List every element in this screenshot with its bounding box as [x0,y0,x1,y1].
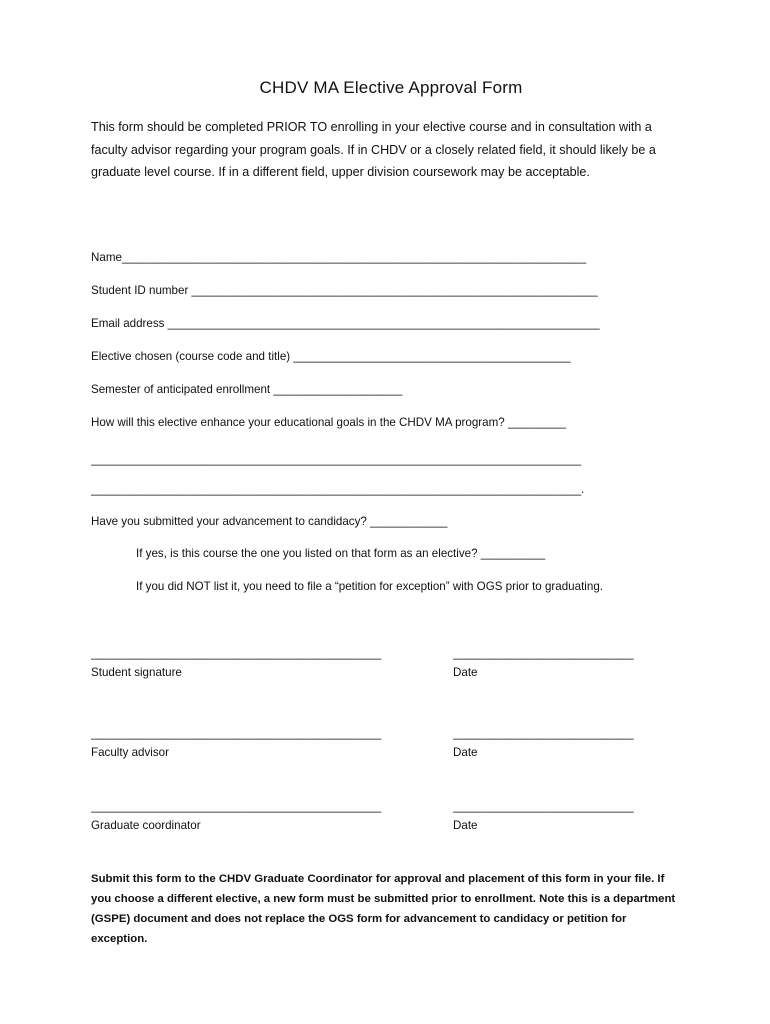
student-id-field[interactable]: Student ID number _______________________________________________________________ [91,284,598,297]
coordinator-signature-line[interactable]: _____________________________________________ [91,800,382,813]
enhance-answer-line-1[interactable]: ____________________________________________________________________________ [91,453,582,466]
faculty-date-line[interactable]: ____________________________ [453,727,634,740]
student-signature-label: Student signature [91,666,182,679]
coordinator-date-label: Date [453,819,478,832]
student-signature-line[interactable]: _____________________________________________ [91,647,382,660]
advancement-field[interactable]: Have you submitted your advancement to candidacy? ____________ [91,515,448,528]
faculty-advisor-label: Faculty advisor [91,746,169,759]
faculty-date-label: Date [453,746,478,759]
submission-instructions: Submit this form to the CHDV Graduate Coordinator for approval and placement of this form in your file. If you choose a different elective, a new form must be submitted prior to enrollment. Note this is a department (GSPE) document and does not replace the OGS form for advancement to candidacy or petition for exception. [91,873,676,945]
enhance-answer-line-2[interactable]: ____________________________________________________________________________. [91,483,585,496]
student-date-label: Date [453,666,478,679]
enhance-question-field[interactable]: How will this elective enhance your educational goals in the CHDV MA program? _________ [91,416,566,429]
email-field[interactable]: Email address ___________________________________________________________________ [91,317,600,330]
form-title: CHDV MA Elective Approval Form [259,78,523,97]
semester-field[interactable]: Semester of anticipated enrollment ____________________ [91,383,403,396]
if-not-instruction: If you did NOT list it, you need to file a “petition for exception” with OGS prior to graduating. [136,580,603,593]
intro-paragraph: This form should be completed PRIOR TO enrolling in your elective course and in consultation with a faculty advisor regarding your program goals. If in CHDV or a closely related field, it should likely be a graduate level course. If in a different field, upper division coursework may be acceptable. [91,120,656,179]
if-yes-field[interactable]: If yes, is this course the one you listed on that form as an elective? __________ [136,547,546,560]
student-date-line[interactable]: ____________________________ [453,647,634,660]
name-field[interactable]: Name________________________________________________________________________ [91,251,587,264]
graduate-coordinator-label: Graduate coordinator [91,819,201,832]
form-page [91,0,691,1024]
faculty-signature-line[interactable]: _____________________________________________ [91,727,382,740]
coordinator-date-line[interactable]: ____________________________ [453,800,634,813]
elective-field[interactable]: Elective chosen (course code and title) ___________________________________________ [91,350,571,363]
